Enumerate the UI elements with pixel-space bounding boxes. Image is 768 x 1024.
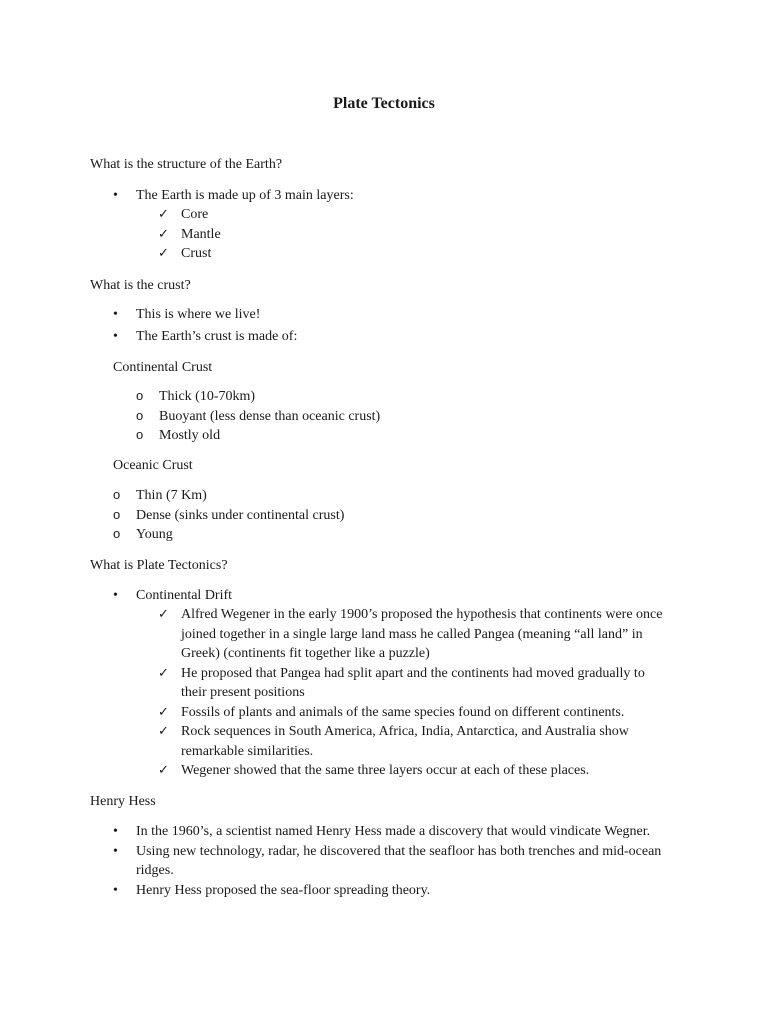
bullet-list-drift xyxy=(113,586,673,606)
check-item: ✓ Alfred Wegener in the early 1900’s proposed the hypothesis that continents were once joined together in a single large land mass he called Pangea (meaning “all land” in Greek) (continents fit together like a puzzle) xyxy=(158,605,668,664)
question-henry-hess: Henry Hess xyxy=(90,794,156,809)
list-item: o Thin (7 Km) xyxy=(113,486,513,506)
checklist-drift xyxy=(158,605,668,781)
oceanic-crust-list xyxy=(113,486,513,545)
bullet-item: • The Earth’s crust is made of: xyxy=(113,327,673,347)
continental-crust-list xyxy=(136,387,536,446)
bullet-item: • In the 1960’s, a scientist named Henry Hess made a discovery that would vindicate Wegner. xyxy=(113,822,665,842)
bullet-item: • Henry Hess proposed the sea-floor spreading theory. xyxy=(113,881,665,901)
continental-crust-heading: Continental Crust xyxy=(113,360,213,375)
check-item-crust: ✓ Crust xyxy=(158,244,678,264)
list-item: o Dense (sinks under continental crust) xyxy=(113,506,513,526)
bullet-item: • Continental Drift xyxy=(113,586,673,606)
bullet-item: • This is where we live! xyxy=(113,305,673,325)
bullet-list-crust xyxy=(113,305,673,346)
question-earth-structure: What is the structure of the Earth? xyxy=(90,157,283,172)
list-item: o Young xyxy=(113,525,513,545)
check-item: ✓ Rock sequences in South America, Africa, India, Antarctica, and Australia show remarkable similarities. xyxy=(158,722,668,761)
page-title: Plate Tectonics xyxy=(333,95,435,112)
bullet-item: • The Earth is made up of 3 main layers: xyxy=(113,186,673,206)
check-item: ✓ He proposed that Pangea had split apart and the continents had moved gradually to their present positions xyxy=(158,664,668,703)
bullet-list-hess xyxy=(113,822,665,900)
list-item: o Thick (10-70km) xyxy=(136,387,536,407)
oceanic-crust-heading: Oceanic Crust xyxy=(113,458,193,473)
bullet-item: • Using new technology, radar, he discovered that the seafloor has both trenches and mid-ocean ridges. xyxy=(113,842,665,881)
list-item: o Buoyant (less dense than oceanic crust) xyxy=(136,407,536,427)
check-item: ✓ Fossils of plants and animals of the same species found on different continents. xyxy=(158,703,668,723)
check-item-mantle: ✓ Mantle xyxy=(158,225,678,245)
question-crust: What is the crust? xyxy=(90,278,191,293)
bullet-list-layers xyxy=(113,186,673,206)
list-item: o Mostly old xyxy=(136,426,536,446)
check-item-core: ✓ Core xyxy=(158,205,678,225)
check-item: ✓ Wegener showed that the same three layers occur at each of these places. xyxy=(158,761,668,781)
question-plate-tectonics: What is Plate Tectonics? xyxy=(90,558,228,573)
checklist-layers xyxy=(158,205,678,264)
